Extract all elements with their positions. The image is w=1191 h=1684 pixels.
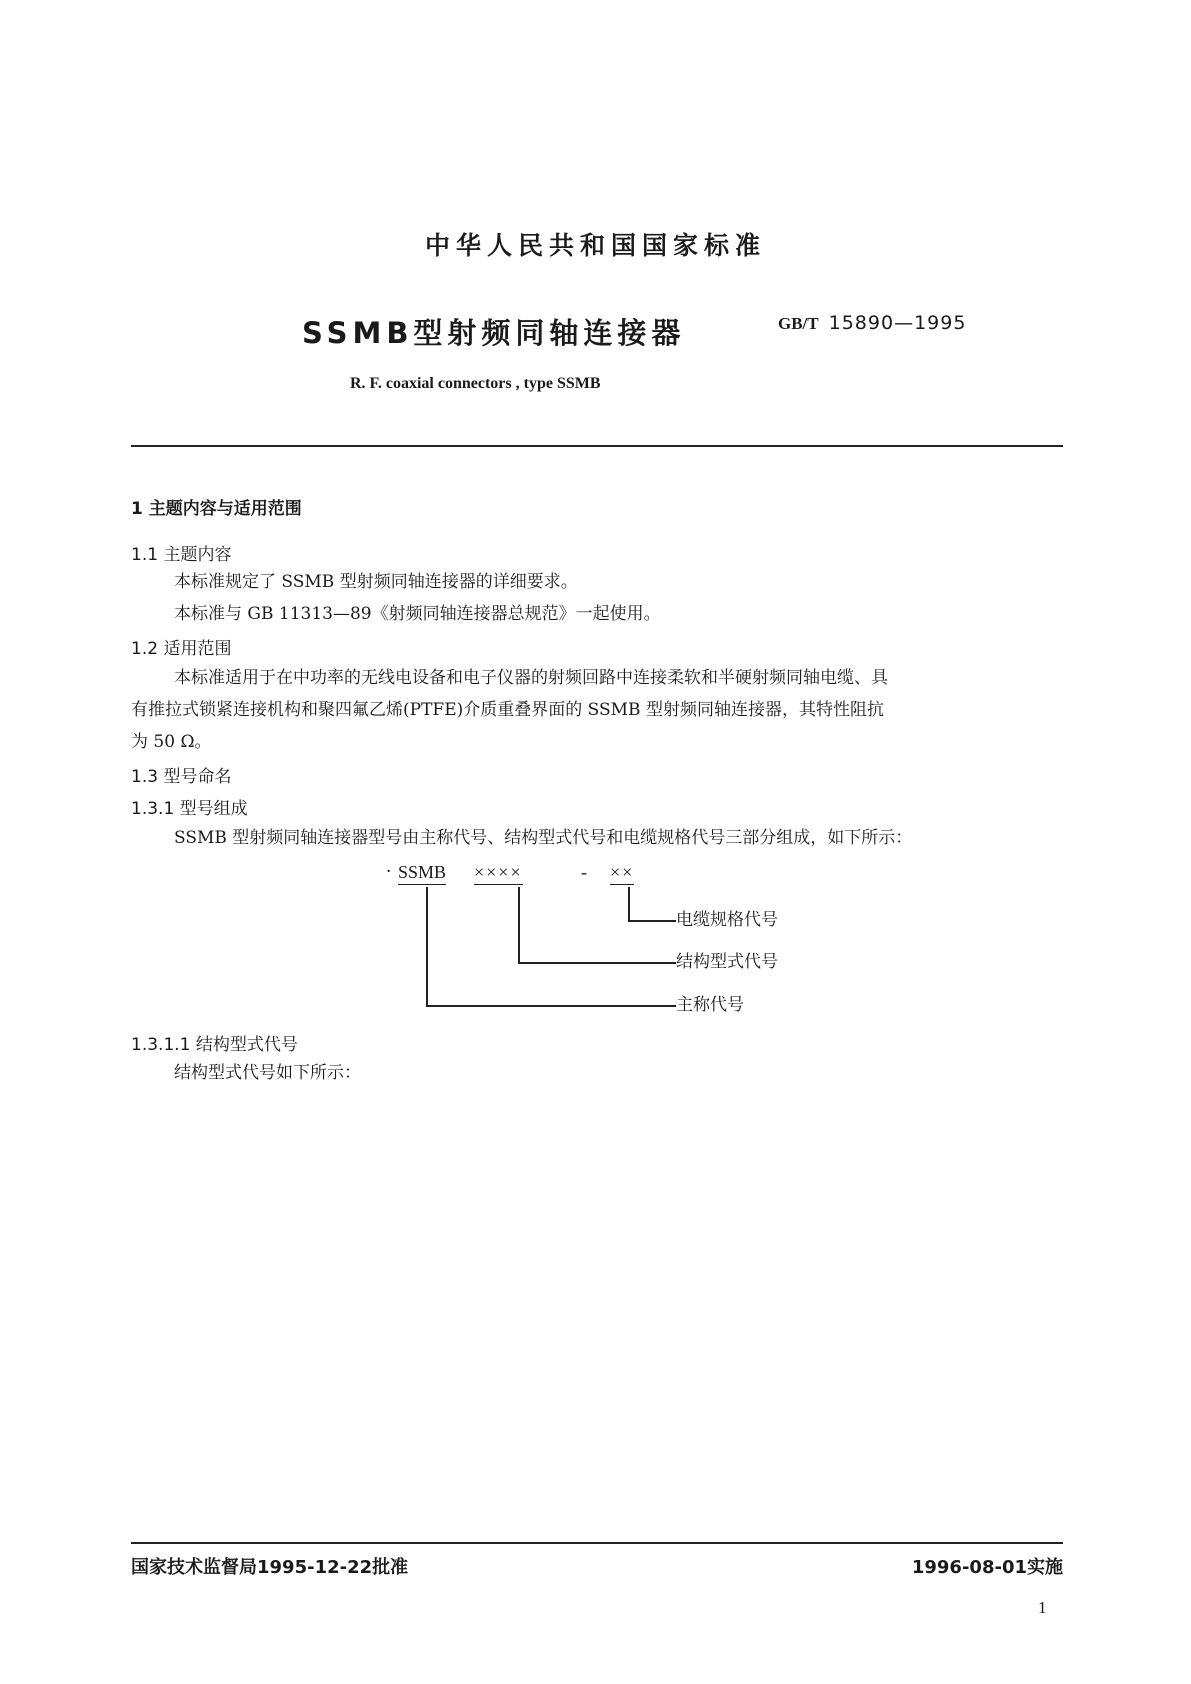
section-1-heading: 1 主题内容与适用范围 — [131, 499, 302, 519]
standard-org-title: 中华人民共和国国家标准 — [424, 231, 766, 260]
section-1-3-1-1-heading: 1.3.1.1 结构型式代号 — [131, 1035, 298, 1055]
section-1-3-1-1-paragraph: 结构型式代号如下所示： — [174, 1063, 361, 1083]
effective-date: 1996-08-01实施 — [911, 1557, 1063, 1578]
section-1-1-heading: 1.1 主题内容 — [131, 545, 232, 565]
cable-code-horizontal-line — [628, 920, 676, 922]
footer-divider — [131, 1542, 1063, 1544]
diagram-main-code: SSMB — [398, 862, 446, 885]
section-1-2-paragraph-line-3: 为 50 Ω。 — [131, 732, 212, 752]
section-1-3-heading: 1.3 型号命名 — [131, 767, 232, 787]
section-1-2-paragraph-line-1: 本标准适用于在中功率的无线电设备和电子仪器的射频回路中连接柔软和半硬射频同轴电缆、具 — [174, 668, 888, 688]
section-1-1-paragraph-2: 本标准与 GB 11313—89《射频同轴连接器总规范》一起使用。 — [174, 604, 661, 624]
diagram-label-cable: 电缆规格代号 — [676, 910, 778, 930]
english-title: R. F. coaxial connectors , type SSMB — [350, 375, 601, 392]
cable-code-vertical-line — [628, 887, 630, 921]
structure-code-horizontal-line — [518, 962, 676, 964]
standard-code — [778, 312, 966, 334]
standard-code-number: 15890—1995 — [828, 312, 967, 334]
document-title: SSMB型射频同轴连接器 — [302, 316, 686, 350]
main-code-horizontal-line — [426, 1005, 676, 1007]
diagram-dash: - — [581, 862, 587, 882]
diagram-label-main: 主称代号 — [676, 995, 744, 1015]
diagram-label-structure: 结构型式代号 — [676, 952, 778, 972]
header-divider — [131, 445, 1063, 447]
structure-code-vertical-line — [518, 887, 520, 963]
section-1-2-heading: 1.2 适用范围 — [131, 639, 232, 659]
main-code-vertical-line — [426, 887, 428, 1006]
section-1-2-paragraph-line-2: 有推拉式锁紧连接机构和聚四氟乙烯(PTFE)介质重叠界面的 SSMB 型射频同轴连接器，其特性阻抗 — [131, 700, 884, 720]
section-1-3-1-heading: 1.3.1 型号组成 — [131, 799, 248, 819]
diagram-dot: · — [386, 862, 392, 882]
diagram-structure-code: ×××× — [474, 862, 523, 885]
approval-date: 国家技术监督局1995-12-22批准 — [131, 1557, 409, 1578]
section-1-1-paragraph-1: 本标准规定了 SSMB 型射频同轴连接器的详细要求。 — [174, 572, 578, 592]
standard-code-prefix: GB/T — [778, 314, 819, 333]
page-number: 1 — [1038, 1598, 1047, 1617]
diagram-cable-code: ×× — [610, 862, 634, 885]
section-1-3-1-paragraph: SSMB 型射频同轴连接器型号由主称代号、结构型式代号和电缆规格代号三部分组成，如下所示： — [174, 828, 913, 848]
